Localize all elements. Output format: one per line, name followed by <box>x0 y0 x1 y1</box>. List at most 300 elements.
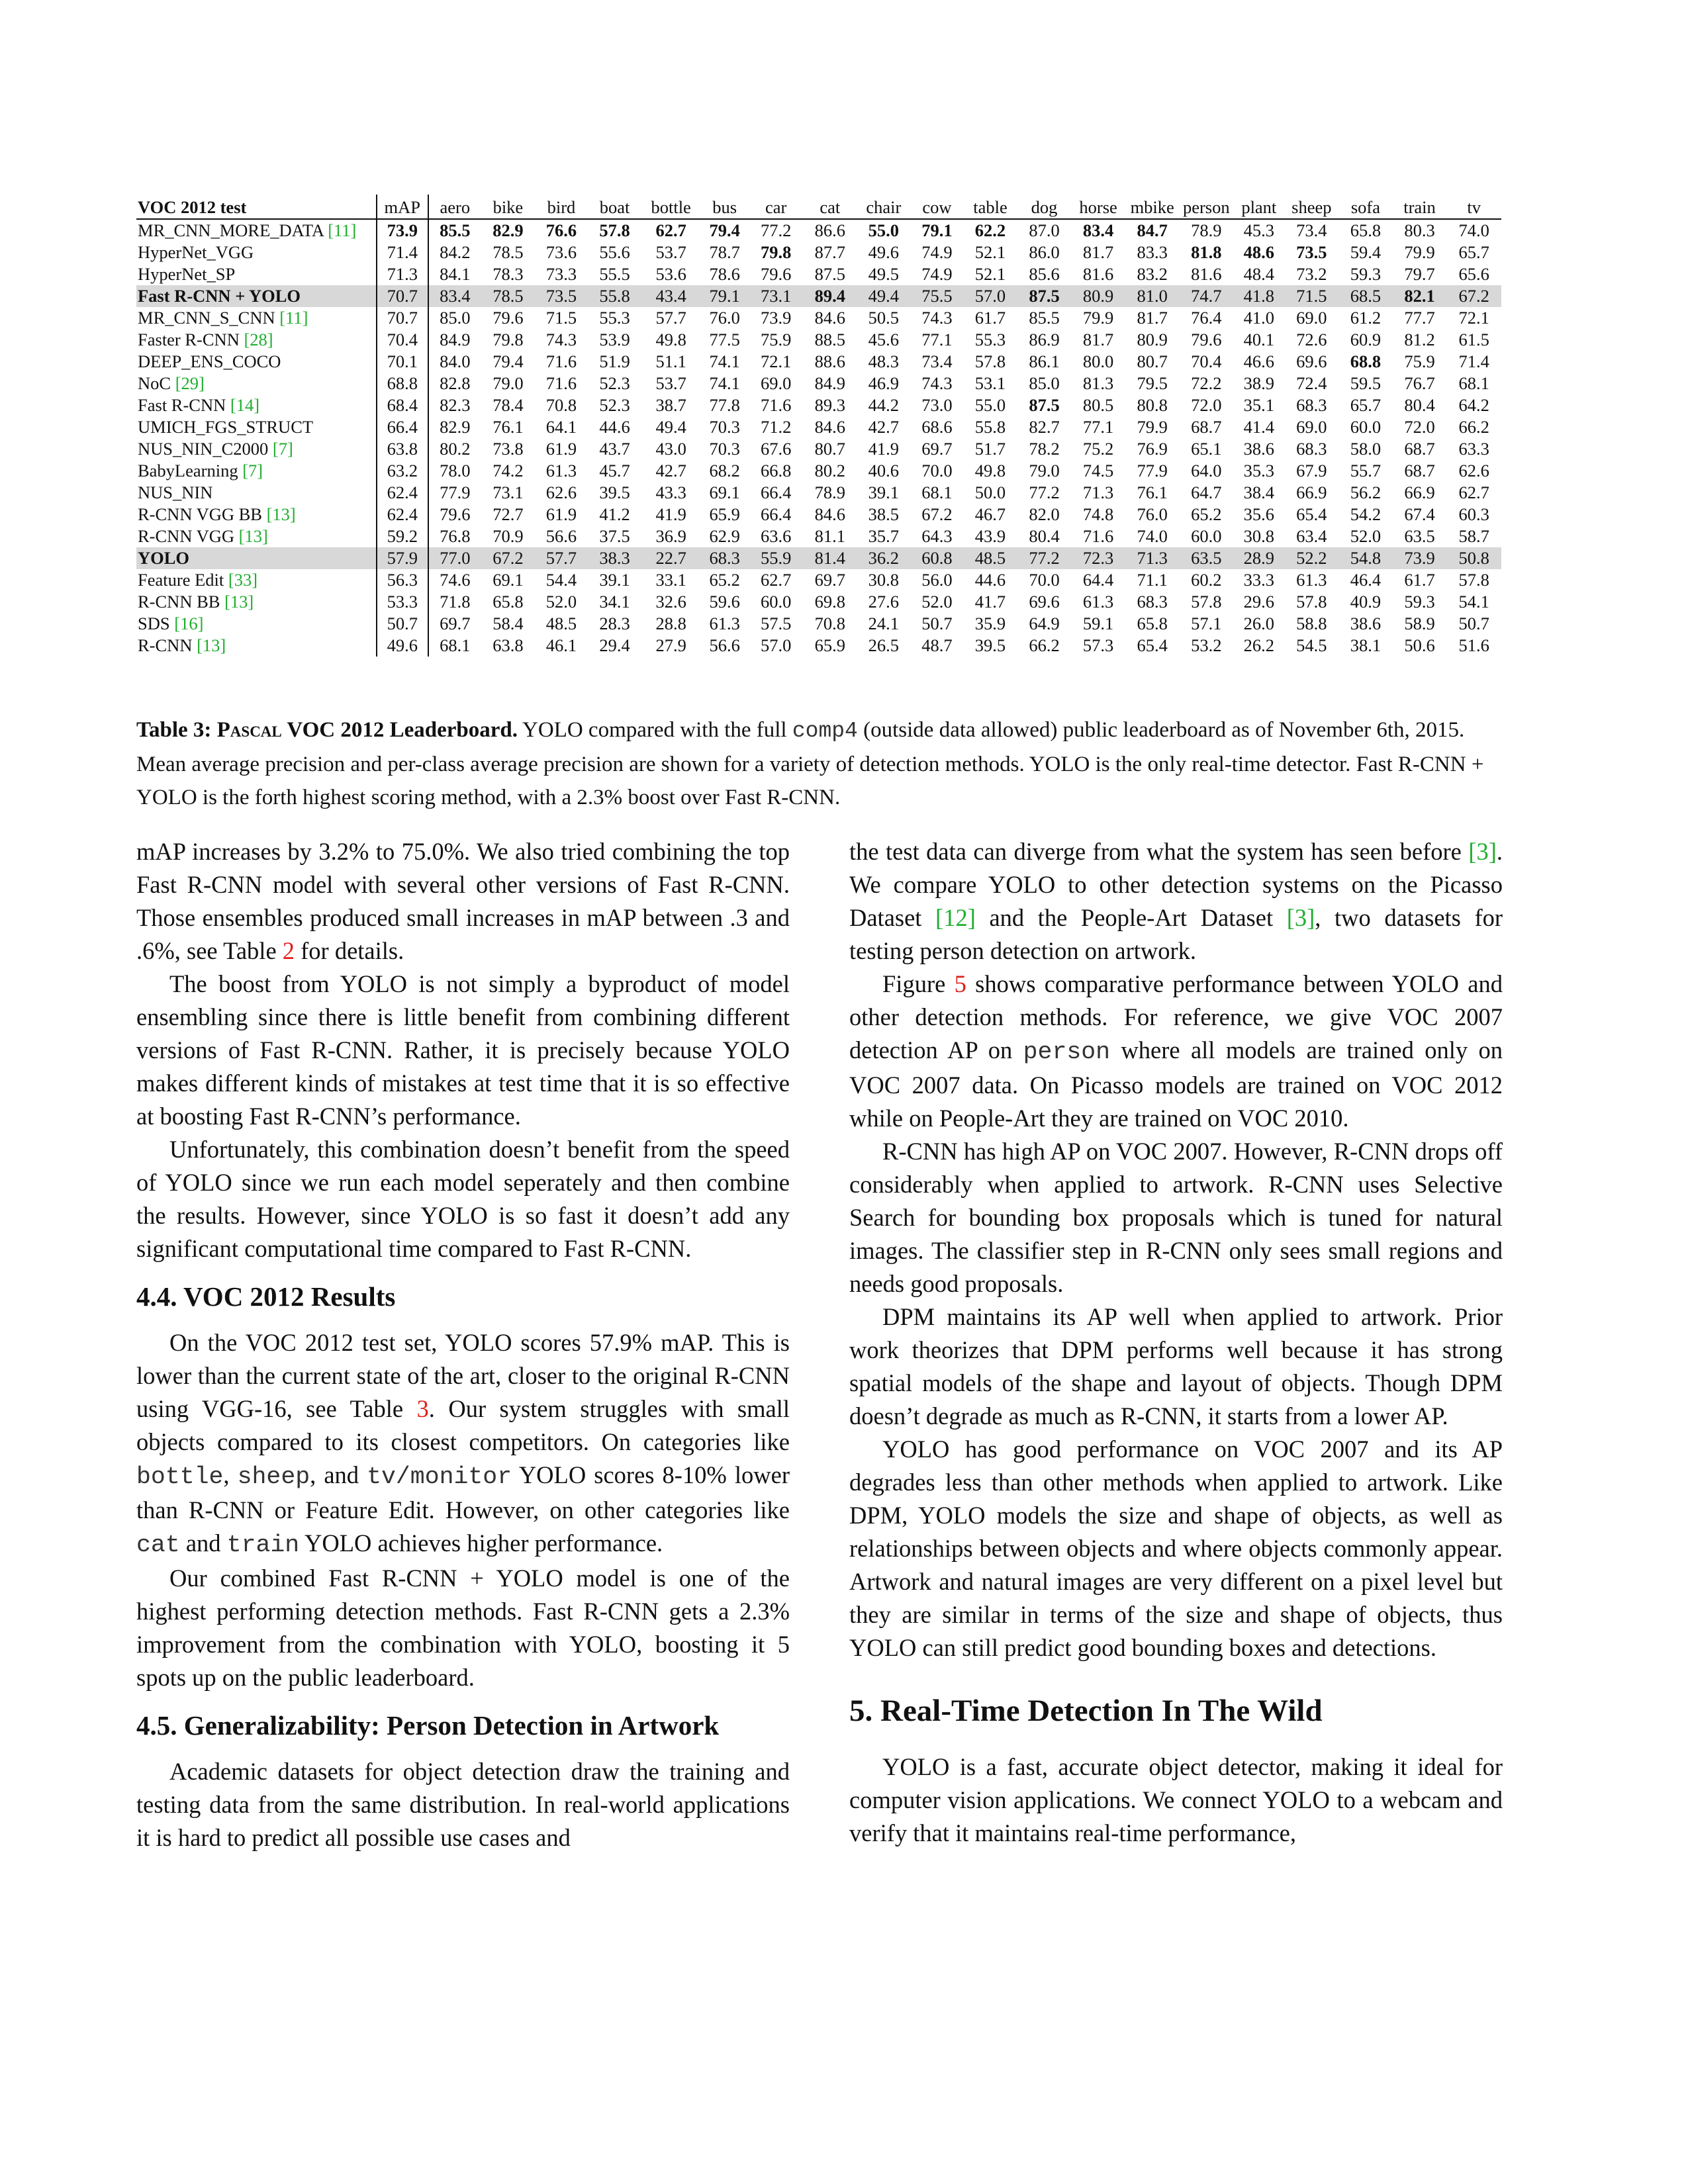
score-cell: 57.1 <box>1191 614 1222 633</box>
score-cell: 63.8 <box>492 635 524 655</box>
method-label: HyperNet_SP <box>138 264 236 284</box>
score-cell: 72.0 <box>1404 417 1435 437</box>
score-cell: 70.8 <box>814 614 845 633</box>
score-cell: 61.3 <box>709 614 740 633</box>
score-cell: 57.0 <box>963 285 1017 307</box>
score-cell: 48.5 <box>545 614 577 633</box>
score-cell: 70.4 <box>1191 351 1222 371</box>
score-cell: 65.8 <box>1137 614 1168 633</box>
score-cell: 72.1 <box>761 351 792 371</box>
method-name <box>136 373 377 394</box>
score-cell: 79.0 <box>1029 461 1060 480</box>
score-cell: 77.2 <box>761 220 792 240</box>
method-name <box>136 482 377 504</box>
score-cell: 74.0 <box>1458 220 1489 240</box>
score-cell: 33.3 <box>1243 570 1274 590</box>
score-cell: 76.6 <box>545 220 577 240</box>
score-cell: 43.0 <box>655 439 686 459</box>
score-cell: 26.0 <box>1243 614 1274 633</box>
score-cell: 89.3 <box>814 395 845 415</box>
score-cell: 82.7 <box>1029 417 1060 437</box>
score-cell: 64.0 <box>1191 461 1222 480</box>
score-cell: 63.5 <box>1404 526 1435 546</box>
score-cell: 79.7 <box>1404 264 1435 284</box>
method-name <box>136 438 377 460</box>
score-cell: 76.8 <box>440 526 471 546</box>
score-cell: 43.9 <box>974 526 1006 546</box>
citation-link[interactable]: [3] <box>1286 904 1315 931</box>
score-cell: 88.5 <box>814 330 845 349</box>
citation-link[interactable]: [14] <box>230 395 260 415</box>
score-cell: 76.4 <box>1191 308 1222 328</box>
score-cell: 30.8 <box>868 570 900 590</box>
method-name <box>136 504 377 525</box>
method-label: Faster R-CNN <box>138 330 240 349</box>
table-row <box>136 219 1501 242</box>
caption-text: YOLO compared with the full <box>518 718 792 742</box>
caption-title-smallcaps: Pascal <box>216 718 282 742</box>
score-cell: 43.7 <box>599 439 630 459</box>
score-cell: 73.2 <box>1296 264 1327 284</box>
citation-link[interactable]: [7] <box>242 461 263 480</box>
score-cell: 64.7 <box>1191 482 1222 502</box>
score-cell: 61.3 <box>1082 592 1114 612</box>
score-cell: 64.1 <box>545 417 577 437</box>
score-cell: 39.5 <box>599 482 630 502</box>
score-cell: 65.8 <box>492 592 524 612</box>
citation-link[interactable]: [13] <box>224 592 254 612</box>
score-cell: 73.4 <box>921 351 953 371</box>
score-cell: 73.9 <box>1393 547 1447 569</box>
score-cell: 66.9 <box>1296 482 1327 502</box>
score-cell: 38.4 <box>1243 482 1274 502</box>
right-column <box>849 835 1503 1850</box>
score-cell: 71.3 <box>377 263 428 285</box>
score-cell: 38.3 <box>588 547 641 569</box>
score-cell: 73.8 <box>492 439 524 459</box>
score-cell: 66.4 <box>377 416 428 438</box>
score-cell: 79.8 <box>761 242 792 262</box>
score-cell: 61.3 <box>545 461 577 480</box>
score-cell: 68.4 <box>377 394 428 416</box>
score-cell: 84.7 <box>1137 220 1168 240</box>
score-cell: 50.6 <box>1404 635 1435 655</box>
score-cell: 69.8 <box>814 592 845 612</box>
code-cat: cat <box>136 1531 180 1559</box>
score-cell: 85.0 <box>1029 373 1060 393</box>
score-cell: 53.6 <box>655 264 686 284</box>
score-cell: 30.8 <box>1243 526 1274 546</box>
score-cell: 74.3 <box>545 330 577 349</box>
table-row <box>136 569 1501 591</box>
score-cell: 82.8 <box>440 373 471 393</box>
table-row <box>136 416 1501 438</box>
score-cell: 54.8 <box>1338 547 1393 569</box>
citation-link[interactable]: [12] <box>935 904 976 931</box>
score-cell: 56.2 <box>1350 482 1382 502</box>
score-cell: 77.2 <box>1017 547 1072 569</box>
score-cell: 57.8 <box>1191 592 1222 612</box>
score-cell: 68.3 <box>701 547 749 569</box>
citation-link[interactable]: [11] <box>279 308 308 328</box>
score-cell: 86.9 <box>1029 330 1060 349</box>
method-label: HyperNet_VGG <box>138 242 254 262</box>
score-cell: 58.7 <box>1458 526 1489 546</box>
score-cell: 49.4 <box>857 285 911 307</box>
score-cell: 71.3 <box>1125 547 1180 569</box>
score-cell: 51.1 <box>655 351 686 371</box>
score-cell: 52.0 <box>921 592 953 612</box>
score-cell: 65.2 <box>709 570 740 590</box>
score-cell: 65.9 <box>814 635 845 655</box>
score-cell: 80.2 <box>814 461 845 480</box>
score-cell: 81.0 <box>1125 285 1180 307</box>
score-cell: 78.4 <box>492 395 524 415</box>
score-cell: 38.6 <box>1243 439 1274 459</box>
score-cell: 64.2 <box>1458 395 1489 415</box>
score-cell: 56.0 <box>921 570 953 590</box>
method-name <box>136 569 377 591</box>
score-cell: 84.6 <box>814 308 845 328</box>
score-cell: 77.5 <box>709 330 740 349</box>
score-cell: 22.7 <box>641 547 701 569</box>
figure-ref-link[interactable]: 5 <box>954 970 966 997</box>
table-row <box>136 635 1501 657</box>
score-cell: 78.7 <box>709 242 740 262</box>
score-cell: 80.4 <box>1404 395 1435 415</box>
citation-link[interactable]: [13] <box>238 526 268 546</box>
score-cell: 66.8 <box>761 461 792 480</box>
text: and the People-Art Dataset <box>975 904 1287 931</box>
table-row <box>136 460 1501 482</box>
score-cell: 35.1 <box>1243 395 1274 415</box>
score-cell: 68.1 <box>921 482 953 502</box>
score-cell: 85.5 <box>440 220 471 240</box>
table-body <box>136 219 1501 657</box>
citation-link[interactable]: [13] <box>197 635 226 655</box>
score-cell: 84.6 <box>814 417 845 437</box>
score-cell: 79.1 <box>701 285 749 307</box>
header-chair: chair <box>857 195 911 219</box>
score-cell: 59.3 <box>1350 264 1382 284</box>
score-cell: 80.3 <box>1404 220 1435 240</box>
table-row <box>136 351 1501 373</box>
paragraph: YOLO is a fast, accurate object detector, making it ideal for computer vision applications. We connect YOLO to a webcam and verify that it maintains real-time performance, <box>849 1753 1503 1846</box>
score-cell: 41.0 <box>1243 308 1274 328</box>
score-cell: 79.9 <box>1082 308 1114 328</box>
code-sheep: sheep <box>237 1463 310 1490</box>
score-cell: 27.6 <box>868 592 900 612</box>
score-cell: 50.7 <box>1458 614 1489 633</box>
score-cell: 60.0 <box>761 592 792 612</box>
table-row <box>136 525 1501 547</box>
paragraph <box>136 1326 790 1562</box>
score-cell: 62.6 <box>1458 461 1489 480</box>
table-row <box>136 504 1501 525</box>
score-cell: 58.9 <box>1404 614 1435 633</box>
method-name <box>136 351 377 373</box>
score-cell: 57.7 <box>535 547 588 569</box>
score-cell: 40.9 <box>1350 592 1382 612</box>
score-cell: 80.2 <box>440 439 471 459</box>
score-cell: 79.4 <box>492 351 524 371</box>
score-cell: 62.7 <box>761 570 792 590</box>
score-cell: 81.2 <box>1404 330 1435 349</box>
score-cell: 57.8 <box>1458 570 1489 590</box>
citation-link[interactable]: [29] <box>175 373 205 393</box>
score-cell: 73.0 <box>921 395 953 415</box>
method-name <box>136 591 377 613</box>
score-cell: 61.3 <box>1296 570 1327 590</box>
score-cell: 71.8 <box>440 592 471 612</box>
method-name <box>136 394 377 416</box>
score-cell: 48.3 <box>868 351 900 371</box>
score-cell: 50.0 <box>974 482 1006 502</box>
paragraph <box>849 968 1503 1135</box>
header-plant: plant <box>1233 195 1285 219</box>
score-cell: 72.2 <box>1191 373 1222 393</box>
score-cell: 35.6 <box>1243 504 1274 524</box>
score-cell: 81.6 <box>1082 264 1114 284</box>
score-cell: 73.9 <box>377 219 428 242</box>
score-cell: 80.8 <box>1137 395 1168 415</box>
score-cell: 63.8 <box>377 438 428 460</box>
score-cell: 49.4 <box>655 417 686 437</box>
table-row <box>136 263 1501 285</box>
code-train: train <box>226 1531 300 1559</box>
score-cell: 57.7 <box>655 308 686 328</box>
score-cell: 77.1 <box>1082 417 1114 437</box>
table-row <box>136 285 1501 307</box>
score-cell: 55.8 <box>588 285 641 307</box>
score-cell: 55.0 <box>974 395 1006 415</box>
score-cell: 54.5 <box>1296 635 1327 655</box>
score-cell: 87.0 <box>1029 220 1060 240</box>
table-row <box>136 394 1501 416</box>
score-cell: 55.9 <box>749 547 804 569</box>
score-cell: 49.8 <box>974 461 1006 480</box>
score-cell: 48.7 <box>921 635 953 655</box>
score-cell: 61.7 <box>1404 570 1435 590</box>
score-cell: 51.6 <box>1458 635 1489 655</box>
score-cell: 57.8 <box>974 351 1006 371</box>
score-cell: 68.7 <box>1404 439 1435 459</box>
score-cell: 68.8 <box>1350 351 1382 371</box>
table-ref-link[interactable]: 3 <box>416 1395 429 1422</box>
score-cell: 68.1 <box>1458 373 1489 393</box>
score-cell: 65.8 <box>1350 220 1382 240</box>
score-cell: 59.2 <box>377 525 428 547</box>
score-cell: 82.9 <box>440 417 471 437</box>
score-cell: 49.6 <box>868 242 900 262</box>
score-cell: 38.9 <box>1243 373 1274 393</box>
score-cell: 81.8 <box>1191 242 1222 262</box>
method-label: Fast R-CNN + YOLO <box>138 286 301 306</box>
score-cell: 66.4 <box>761 482 792 502</box>
score-cell: 39.1 <box>868 482 900 502</box>
score-cell: 44.6 <box>974 570 1006 590</box>
score-cell: 56.3 <box>377 569 428 591</box>
method-name <box>136 307 377 329</box>
score-cell: 60.9 <box>1350 330 1382 349</box>
score-cell: 55.5 <box>599 264 630 284</box>
score-cell: 65.9 <box>709 504 740 524</box>
caption-text: (outside data allowed) public leaderboard as of November 6th, 2015. Mean average precision and per-class average precision are shown for a variety of detection methods. YOLO is the only real-time detector. Fast R-CNN + YOLO is the forth highest scoring method, with a 2.3% boost over Fast R-CNN. <box>136 718 1484 809</box>
score-cell: 29.4 <box>599 635 630 655</box>
score-cell: 65.4 <box>1137 635 1168 655</box>
text: the test data can diverge from what the system has seen before <box>849 838 1469 865</box>
score-cell: 74.5 <box>1082 461 1114 480</box>
score-cell: 55.0 <box>868 220 900 240</box>
code-person: person <box>1023 1038 1111 1066</box>
score-cell: 87.5 <box>1017 285 1072 307</box>
score-cell: 65.2 <box>1191 504 1222 524</box>
score-cell: 78.9 <box>1191 220 1222 240</box>
score-cell: 60.2 <box>1191 570 1222 590</box>
score-cell: 57.3 <box>1082 635 1114 655</box>
score-cell: 74.9 <box>921 242 953 262</box>
citation-link[interactable]: [33] <box>228 570 258 590</box>
score-cell: 80.7 <box>814 439 845 459</box>
score-cell: 80.4 <box>1029 526 1060 546</box>
score-cell: 52.2 <box>1285 547 1339 569</box>
score-cell: 71.6 <box>545 373 577 393</box>
score-cell: 51.7 <box>974 439 1006 459</box>
score-cell: 62.2 <box>974 220 1006 240</box>
method-name <box>136 635 377 657</box>
table-ref-link[interactable]: 2 <box>282 937 295 964</box>
score-cell: 83.4 <box>428 285 482 307</box>
score-cell: 76.7 <box>1404 373 1435 393</box>
score-cell: 35.3 <box>1243 461 1274 480</box>
citation-link[interactable]: [16] <box>174 614 204 633</box>
method-label: R-CNN <box>138 635 193 655</box>
table-row <box>136 613 1501 635</box>
score-cell: 41.9 <box>868 439 900 459</box>
score-cell: 82.3 <box>440 395 471 415</box>
score-cell: 49.6 <box>377 635 428 657</box>
score-cell: 71.3 <box>1082 482 1114 502</box>
score-cell: 86.0 <box>1029 242 1060 262</box>
score-cell: 42.7 <box>868 417 900 437</box>
score-cell: 59.3 <box>1404 592 1435 612</box>
score-cell: 72.6 <box>1296 330 1327 349</box>
score-cell: 57.8 <box>599 220 630 240</box>
citation-link[interactable]: [11] <box>328 220 357 240</box>
score-cell: 40.6 <box>868 461 900 480</box>
score-cell: 66.9 <box>1404 482 1435 502</box>
method-name <box>136 613 377 635</box>
score-cell: 62.7 <box>1458 482 1489 502</box>
method-name <box>136 219 377 242</box>
method-name <box>136 242 377 263</box>
score-cell: 84.6 <box>814 504 845 524</box>
header-boat: boat <box>588 195 641 219</box>
score-cell: 80.5 <box>1082 395 1114 415</box>
score-cell: 27.9 <box>655 635 686 655</box>
score-cell: 68.8 <box>377 373 428 394</box>
score-cell: 78.0 <box>440 461 471 480</box>
score-cell: 74.9 <box>921 264 953 284</box>
paragraph: R-CNN has high AP on VOC 2007. However, R-CNN drops off considerably when applied to artwork. R-CNN uses Selective Search for bounding box proposals which is tuned for natural images. The classifier step in R-CNN only sees small regions and needs good proposals. <box>849 1138 1503 1297</box>
score-cell: 36.9 <box>655 526 686 546</box>
score-cell: 71.1 <box>1137 570 1168 590</box>
header-table: table <box>963 195 1017 219</box>
score-cell: 49.8 <box>655 330 686 349</box>
header-cat: cat <box>804 195 857 219</box>
method-label: NUS_NIN <box>138 482 213 502</box>
score-cell: 70.3 <box>709 439 740 459</box>
score-cell: 69.1 <box>709 482 740 502</box>
method-name <box>136 285 377 307</box>
method-label: NoC <box>138 373 171 393</box>
score-cell: 54.1 <box>1458 592 1489 612</box>
score-cell: 41.9 <box>655 504 686 524</box>
score-cell: 38.5 <box>868 504 900 524</box>
text: for details. <box>295 937 404 964</box>
score-cell: 43.4 <box>641 285 701 307</box>
score-cell: 72.0 <box>1191 395 1222 415</box>
score-cell: 61.2 <box>1350 308 1382 328</box>
score-cell: 38.6 <box>1350 614 1382 633</box>
paragraph: YOLO has good performance on VOC 2007 and its AP degrades less than other methods when applied to artwork. Like DPM, YOLO models the size and shape of objects, as well as relationships between objects and where objects commonly appear. Artwork and natural images are very different on a pixel level but they are similar in terms of the size and shape of objects, thus YOLO can still predict good bounding boxes and detections. <box>849 1435 1503 1661</box>
score-cell: 86.6 <box>814 220 845 240</box>
citation-link[interactable]: [28] <box>244 330 273 349</box>
score-cell: 67.4 <box>1404 504 1435 524</box>
method-name <box>136 525 377 547</box>
score-cell: 81.3 <box>1082 373 1114 393</box>
section-heading-4-4: 4.4. VOC 2012 Results <box>136 1281 396 1312</box>
score-cell: 59.5 <box>1350 373 1382 393</box>
score-cell: 68.7 <box>1191 417 1222 437</box>
score-cell: 66.4 <box>761 504 792 524</box>
citation-link[interactable]: [7] <box>272 439 293 459</box>
header-cow: cow <box>911 195 964 219</box>
score-cell: 53.3 <box>377 591 428 613</box>
score-cell: 87.7 <box>814 242 845 262</box>
score-cell: 83.3 <box>1137 242 1168 262</box>
score-cell: 57.5 <box>761 614 792 633</box>
score-cell: 29.6 <box>1243 592 1274 612</box>
score-cell: 67.6 <box>761 439 792 459</box>
text: Figure <box>882 970 955 997</box>
score-cell: 74.1 <box>709 351 740 371</box>
paragraph: Academic datasets for object detection draw the training and testing data from the same distribution. In real-world applications it is hard to predict all possible use cases and <box>136 1758 790 1851</box>
score-cell: 48.6 <box>1243 242 1274 262</box>
score-cell: 68.6 <box>921 417 953 437</box>
header-method: VOC 2012 test <box>136 195 377 219</box>
score-cell: 28.8 <box>655 614 686 633</box>
text: . We compare YOLO to other detection systems on the Picasso Dataset <box>849 838 1503 931</box>
score-cell: 63.3 <box>1458 439 1489 459</box>
score-cell: 52.1 <box>974 242 1006 262</box>
score-cell: 77.1 <box>921 330 953 349</box>
score-cell: 81.6 <box>1191 264 1222 284</box>
method-label: Feature Edit <box>138 570 224 590</box>
method-label: Fast R-CNN <box>138 395 226 415</box>
header-bus: bus <box>701 195 749 219</box>
text: mAP increases by 3.2% to 75.0%. We also tried combining the top Fast R-CNN model with several other versions of Fast R-CNN. Those ensembles produced small increases in mAP between .3 and .6%, see Table <box>136 838 790 964</box>
score-cell: 76.9 <box>1137 439 1168 459</box>
score-cell: 62.6 <box>545 482 577 502</box>
score-cell: 63.5 <box>1179 547 1233 569</box>
score-cell: 73.4 <box>1296 220 1327 240</box>
score-cell: 80.9 <box>1137 330 1168 349</box>
citation-link[interactable]: [3] <box>1468 838 1497 865</box>
citation-link[interactable]: [13] <box>266 504 296 524</box>
score-cell: 75.9 <box>761 330 792 349</box>
score-cell: 67.2 <box>921 504 953 524</box>
